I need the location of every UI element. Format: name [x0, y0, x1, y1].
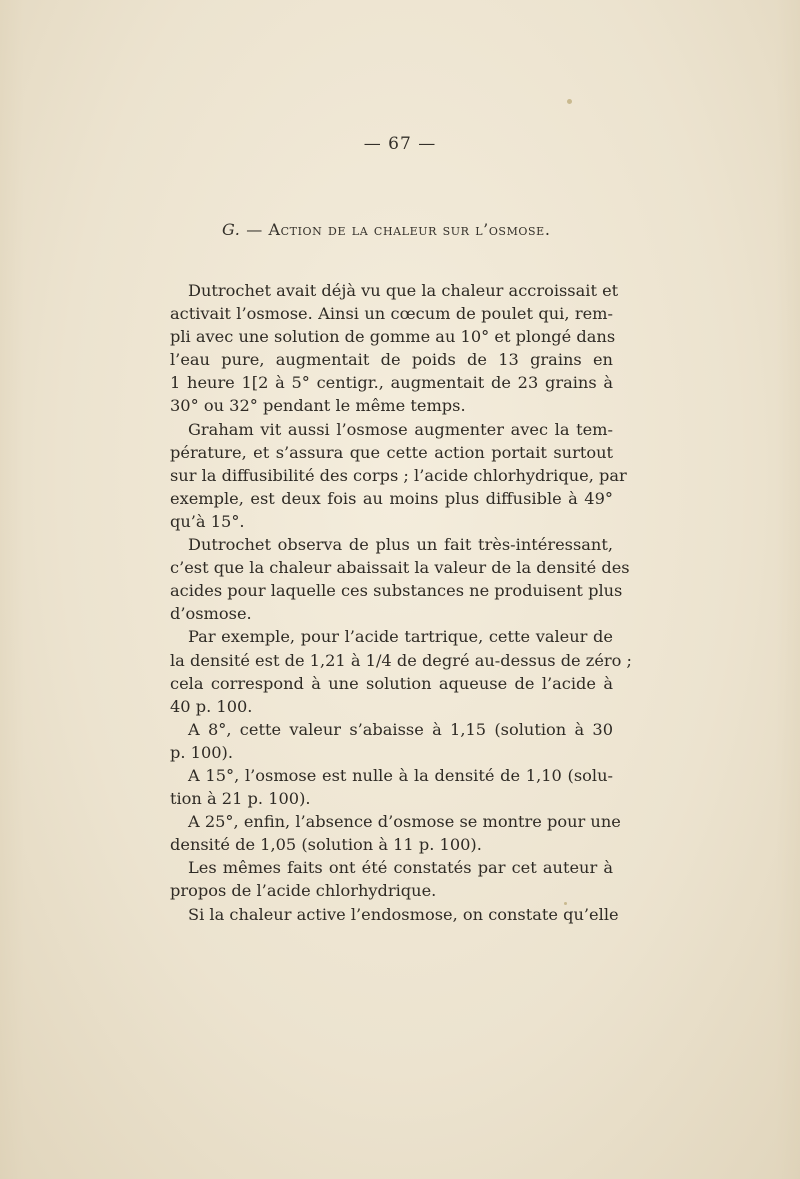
text-line: c’est que la chaleur abaissait la valeur de la densité des	[170, 558, 630, 578]
text-line: A 25°, enfin, l’absence d’osmose se montre pour une	[188, 812, 621, 832]
section-title: — Action de la chaleur sur l’osmose.	[246, 220, 551, 239]
text-line: Graham vit aussi l’osmose augmenter avec la tem-	[188, 419, 613, 439]
section-letter: G.	[222, 220, 241, 239]
text-line: l’eau pure, augmentait de poids de 13 grains en	[170, 350, 613, 370]
text-line: densité de 1,05 (solution à 11 p. 100).	[170, 835, 482, 855]
text-line: propos de l’acide chlorhydrique.	[170, 881, 437, 901]
page-number: — 67 —	[363, 134, 437, 154]
text-line: Par exemple, pour l’acide tartrique, cette valeur de	[188, 627, 613, 647]
text-line: pli avec une solution de gomme au 10° et plongé dans	[170, 327, 616, 347]
text-line: Si la chaleur active l’endosmose, on constate qu’elle	[188, 904, 619, 924]
text-line: 30° ou 32° pendant le même temps.	[170, 396, 466, 416]
text-line: Les mêmes faits ont été constatés par cet auteur à	[188, 858, 613, 878]
text-line: Dutrochet avait déjà vu que la chaleur accroissait et	[188, 281, 619, 300]
text-line: Dutrochet observa de plus un fait très-intéressant,	[188, 535, 613, 555]
text-line: A 15°, l’osmose est nulle à la densité de 1,10 (solu-	[188, 765, 613, 785]
text-line: la densité est de 1,21 à 1/4 de degré au-dessus de zéro ;	[170, 650, 632, 670]
text-line: tion à 21 p. 100).	[170, 789, 311, 809]
text-line: 40 p. 100.	[170, 696, 253, 716]
text-line: p. 100).	[170, 742, 234, 762]
text-line: 1 heure 1[2 à 5° centigr., augmentait de 23 grains à	[170, 373, 613, 393]
text-line: acides pour laquelle ces substances ne produisent plus	[170, 581, 623, 601]
text-line: pérature, et s’assura que cette action portait surtout	[170, 442, 613, 462]
text-line: qu’à 15°.	[170, 511, 245, 531]
paper-speck	[567, 99, 572, 104]
text-line: A 8°, cette valeur s’abaisse à 1,15 (solution à 30	[188, 719, 613, 739]
section-heading	[222, 220, 551, 239]
body-text	[170, 279, 632, 926]
text-line: exemple, est deux fois au moins plus diffusible à 49°	[170, 488, 613, 508]
text-line: d’osmose.	[170, 604, 252, 624]
text-line: cela correspond à une solution aqueuse de l’acide à	[170, 673, 613, 693]
text-line: activait l’osmose. Ainsi un cœcum de poulet qui, rem-	[170, 304, 613, 324]
text-line: sur la diffusibilité des corps ; l’acide chlorhydrique, par	[170, 465, 627, 485]
